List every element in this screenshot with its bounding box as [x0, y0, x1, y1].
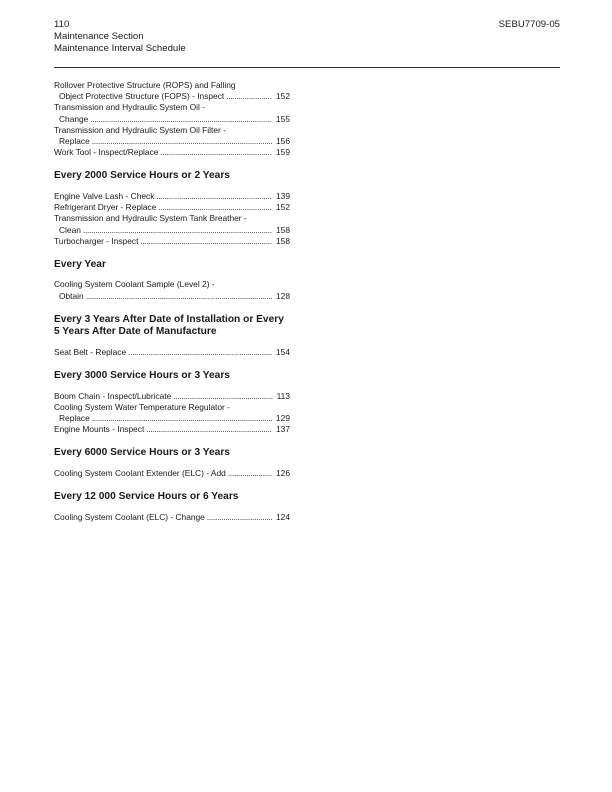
entry-leader-line [54, 191, 290, 202]
header-divider [54, 67, 560, 68]
entry-text-line: Rollover Protective Structure (ROPS) and Falling [54, 80, 236, 90]
dot-leader [228, 468, 272, 479]
entry-page-number: 158 [276, 235, 290, 246]
schedule-column [54, 80, 290, 535]
interval-section [54, 370, 290, 435]
document-id: SEBU7709-05 [498, 19, 560, 30]
entry-text-line: Cooling System Coolant Sample (Level 2) - [54, 279, 215, 290]
entry-leader-line [54, 202, 290, 213]
interval-heading: Every 2000 Service Hours or 2 Years [54, 170, 230, 182]
interval-heading: Every 12 000 Service Hours or 6 Years [54, 491, 239, 503]
entry-title: Work Tool - Inspect/Replace [54, 147, 159, 158]
page-number: 110 [54, 19, 70, 30]
page-header [54, 19, 560, 55]
continued-entries [54, 80, 290, 158]
dot-leader [92, 136, 272, 147]
entry-leader-line [54, 291, 290, 302]
entry-leader-line [54, 512, 290, 523]
dot-leader [90, 114, 272, 125]
entry-page-number: 113 [276, 390, 290, 401]
entry-title: Boom Chain - Inspect/Lubricate [54, 390, 172, 401]
dot-leader [83, 225, 272, 236]
schedule-entry [54, 347, 290, 358]
entry-page-number: 154 [276, 346, 290, 357]
entry-text-line: Transmission and Hydraulic System Oil - [54, 102, 205, 113]
entry-title: Refrigerant Dryer - Replace [54, 202, 157, 213]
entry-leader-line [54, 136, 290, 147]
entry-page-number: 137 [276, 424, 290, 435]
entry-title: Clean [59, 224, 81, 235]
subsection-title: Maintenance Interval Schedule [54, 43, 186, 54]
entry-page-number: 124 [276, 511, 290, 522]
schedule-entry [54, 202, 290, 213]
dot-leader [173, 391, 272, 402]
schedule-entry [54, 102, 290, 124]
schedule-entry [54, 236, 290, 247]
dot-leader [156, 191, 272, 202]
entry-text-line: Cooling System Water Temperature Regulator - [54, 401, 230, 412]
entry-leader-line [54, 468, 290, 479]
entry-title: Turbocharger - Inspect [54, 235, 139, 246]
schedule-entry [54, 125, 290, 147]
entry-page-number: 126 [276, 467, 290, 478]
entry-page-number: 159 [276, 147, 290, 158]
entry-leader-line [54, 391, 290, 402]
entry-leader-line [54, 347, 290, 358]
schedule-entry [54, 512, 290, 523]
entry-page-number: 152 [276, 202, 290, 213]
schedule-entry [54, 191, 290, 202]
schedule-entry [54, 147, 290, 158]
entry-leader-line [54, 236, 290, 247]
entry-text-line: Transmission and Hydraulic System Tank Breather - [54, 213, 247, 224]
entry-page-number: 156 [276, 136, 290, 147]
entry-title: Object Protective Structure (FOPS) - Inspect [59, 91, 225, 102]
schedule-entry [54, 402, 290, 424]
entry-page-number: 129 [276, 412, 290, 423]
interval-heading: Every 3000 Service Hours or 3 Years [54, 370, 230, 382]
entry-title: Replace [59, 412, 90, 423]
dot-leader [160, 147, 272, 158]
dot-leader [86, 291, 272, 302]
entry-title: Change [59, 113, 89, 124]
schedule-entry [54, 213, 290, 235]
entry-page-number: 155 [276, 113, 290, 124]
entry-page-number: 128 [276, 290, 290, 301]
entry-title: Replace [59, 136, 90, 147]
section-title: Maintenance Section [54, 31, 144, 42]
interval-heading: Every 6000 Service Hours or 3 Years [54, 447, 230, 459]
interval-heading: Every 3 Years After Date of Installation or Every 5 Years After Date of Manufacture [54, 313, 284, 338]
dot-leader [207, 512, 272, 523]
entry-title: Engine Mounts - Inspect [54, 424, 145, 435]
dot-leader [128, 347, 272, 358]
interval-sections [54, 170, 290, 522]
schedule-entry [54, 80, 290, 102]
schedule-entry [54, 468, 290, 479]
schedule-entry [54, 391, 290, 402]
interval-section [54, 259, 290, 302]
interval-heading: Every Year [54, 258, 106, 270]
entry-leader-line [54, 413, 290, 424]
entry-text-line: Transmission and Hydraulic System Oil Filter - [54, 124, 226, 135]
dot-leader [92, 413, 272, 424]
entry-title: Cooling System Coolant Extender (ELC) - Add [54, 467, 226, 478]
entry-leader-line [54, 424, 290, 435]
entry-title: Engine Valve Lash - Check [54, 190, 155, 201]
schedule-entry [54, 424, 290, 435]
dot-leader [146, 424, 272, 435]
interval-section [54, 170, 290, 247]
entry-page-number: 139 [276, 190, 290, 201]
entry-title: Cooling System Coolant (ELC) - Change [54, 511, 205, 522]
entry-title: Obtain [59, 290, 84, 301]
entry-title: Seat Belt - Replace [54, 346, 127, 357]
entry-page-number: 158 [276, 224, 290, 235]
entry-leader-line [54, 91, 290, 102]
dot-leader [140, 236, 272, 247]
dot-leader [226, 91, 272, 102]
entry-leader-line [54, 114, 290, 125]
interval-section [54, 314, 290, 358]
entry-leader-line [54, 225, 290, 236]
interval-section [54, 447, 290, 479]
dot-leader [158, 202, 272, 213]
interval-section [54, 491, 290, 523]
entry-page-number: 152 [276, 91, 290, 102]
entry-leader-line [54, 147, 290, 158]
schedule-entry [54, 279, 290, 301]
